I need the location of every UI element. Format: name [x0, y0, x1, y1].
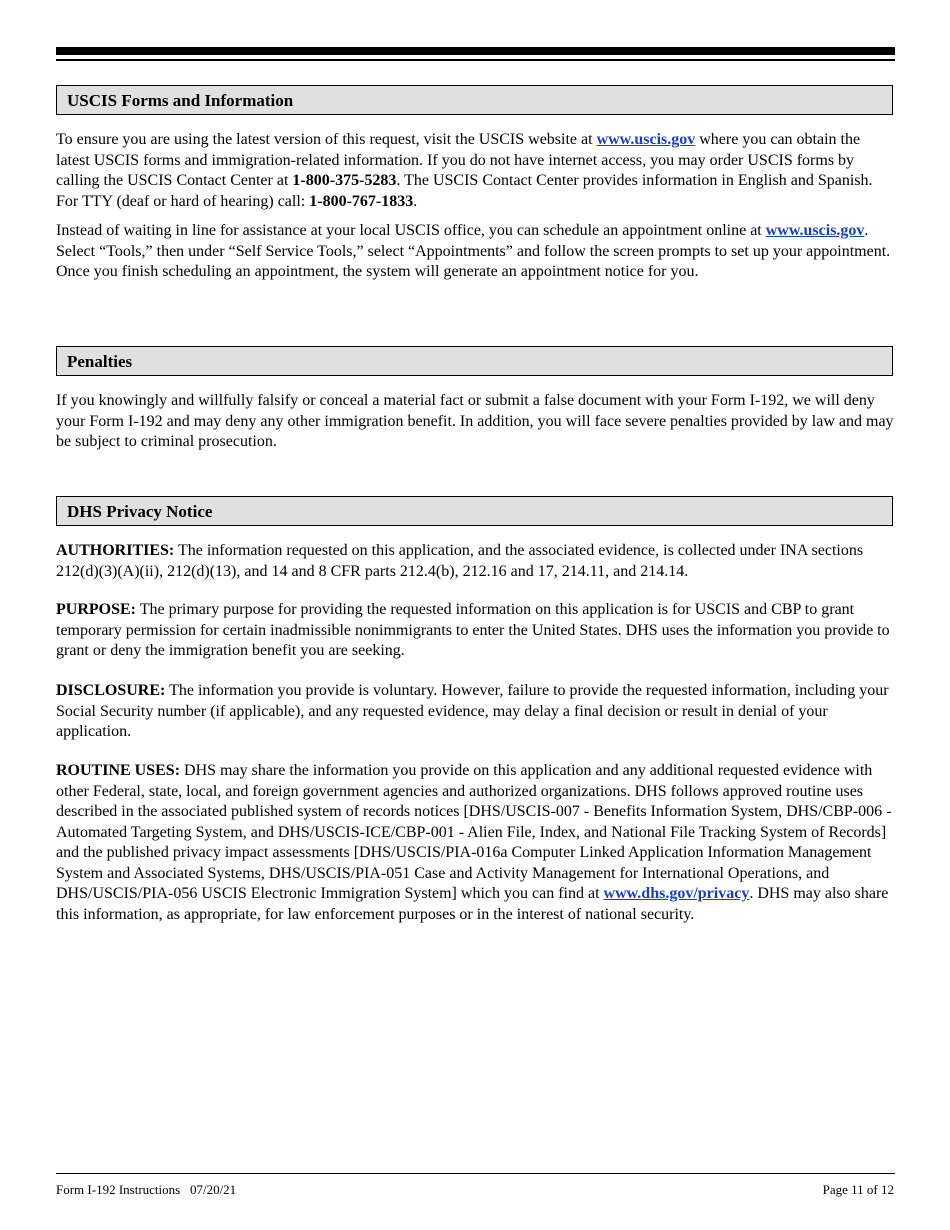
top-thick-rule	[56, 47, 895, 55]
footer-form-info: Form I-192 Instructions 07/20/21	[56, 1182, 237, 1197]
forms-info-text: To ensure you are using the latest version of this request, visit the USCIS website at	[56, 131, 597, 148]
disclosure-paragraph	[56, 681, 896, 743]
penalties-paragraph: If you knowingly and willfully falsify or conceal a material fact or submit a false document with your Form I-192, we will deny your Form I-192 and may deny any other immigration benefit. In addition, you will face severe penalties provided by law and may be subject to criminal prosecution.	[56, 392, 894, 450]
routine-uses-text: . DHS may also share this information, as appropriate, for law enforcement purposes or in the interest of national security.	[56, 885, 889, 923]
forms-info-text: .	[413, 192, 418, 210]
disclosure-text: The information you provide is voluntary. However, failure to provide the requested information, including your Social Security number (if applicable), and any requested evidence, may delay a final decision or result in denial of your application.	[56, 682, 889, 740]
contact-center-phone: 1-800-375-5283	[292, 172, 397, 189]
footer-page-number: Page 11 of 12	[822, 1182, 894, 1197]
uscis-website-link[interactable]: www.uscis.gov	[596, 131, 696, 148]
forms-info-paragraph-1	[56, 130, 896, 212]
section-header-forms-info: USCIS Forms and Information	[56, 85, 893, 115]
routine-uses-paragraph	[56, 761, 896, 925]
purpose-label: PURPOSE:	[56, 601, 136, 618]
appointment-text: Instead of waiting in line for assistance at your local USCIS office, you can schedule an appointment online at	[56, 222, 766, 239]
section-header-privacy: DHS Privacy Notice	[56, 496, 893, 526]
dhs-privacy-link[interactable]: www.dhs.gov/privacy	[603, 885, 750, 902]
authorities-paragraph	[56, 541, 896, 582]
routine-uses-text: DHS may share the information you provide on this application and any additional requested evidence with other Federal, state, local, and foreign government agencies and authorized organizations. DHS follows approved routine uses described in the associated published system of records notices [DHS/USCIS-007 - Benefits Information System, DHS/CBP-006 -Automated Targeting System, and DHS/USCIS-ICE/CBP-001 - Alien File, Index, and National File Tracking System of Records] and the published privacy impact assessments [DHS/USCIS/PIA-016a Computer Linked Application Information Management System and Associated Systems, DHS/USCIS/PIA-051 Case and Activity Management for International Operations, and DHS/USCIS/PIA-056 USCIS Electronic Immigration System] which you can find at	[56, 762, 892, 902]
tty-phone: 1-800-767-1833	[309, 192, 414, 210]
disclosure-label: DISCLOSURE:	[56, 682, 166, 699]
appointment-text: . Select “Tools,” then under “Self Service Tools,” select “Appointments” and follow the screen prompts to set up your appointment. Once you finish scheduling an appointment, the system will generate an appointment notice for you.	[56, 222, 891, 280]
purpose-text: The primary purpose for providing the requested information on this application is for USCIS and CBP to grant temporary permission for certain inadmissible nonimmigrants to enter the United States. DHS uses the information you provide to grant or deny the immigration benefit you are seeking.	[56, 601, 890, 659]
purpose-paragraph	[56, 600, 896, 662]
top-thin-rule	[56, 59, 895, 61]
routine-uses-label: ROUTINE USES:	[56, 762, 181, 779]
section-header-penalties: Penalties	[56, 346, 893, 376]
forms-info-paragraph-2	[56, 221, 896, 283]
forms-info-text: . The USCIS Contact Center provides information in English and Spanish. For TTY (deaf or hard of hearing) call:	[56, 172, 873, 210]
forms-info-text: where you can obtain the latest USCIS forms and immigration-related information. If you do not have internet access, you may order USCIS forms by calling the USCIS Contact Center at	[56, 131, 861, 189]
footer-rule	[56, 1173, 895, 1174]
authorities-text: The information requested on this application, and the associated evidence, is collected under INA sections 212(d)(3)(A)(ii), 212(d)(13), and 14 and 8 CFR parts 212.4(b), 212.16 and 17, 214.11, and 214.14.	[56, 542, 864, 580]
uscis-appointment-link[interactable]: www.uscis.gov	[765, 222, 865, 239]
authorities-label: AUTHORITIES:	[56, 542, 175, 559]
